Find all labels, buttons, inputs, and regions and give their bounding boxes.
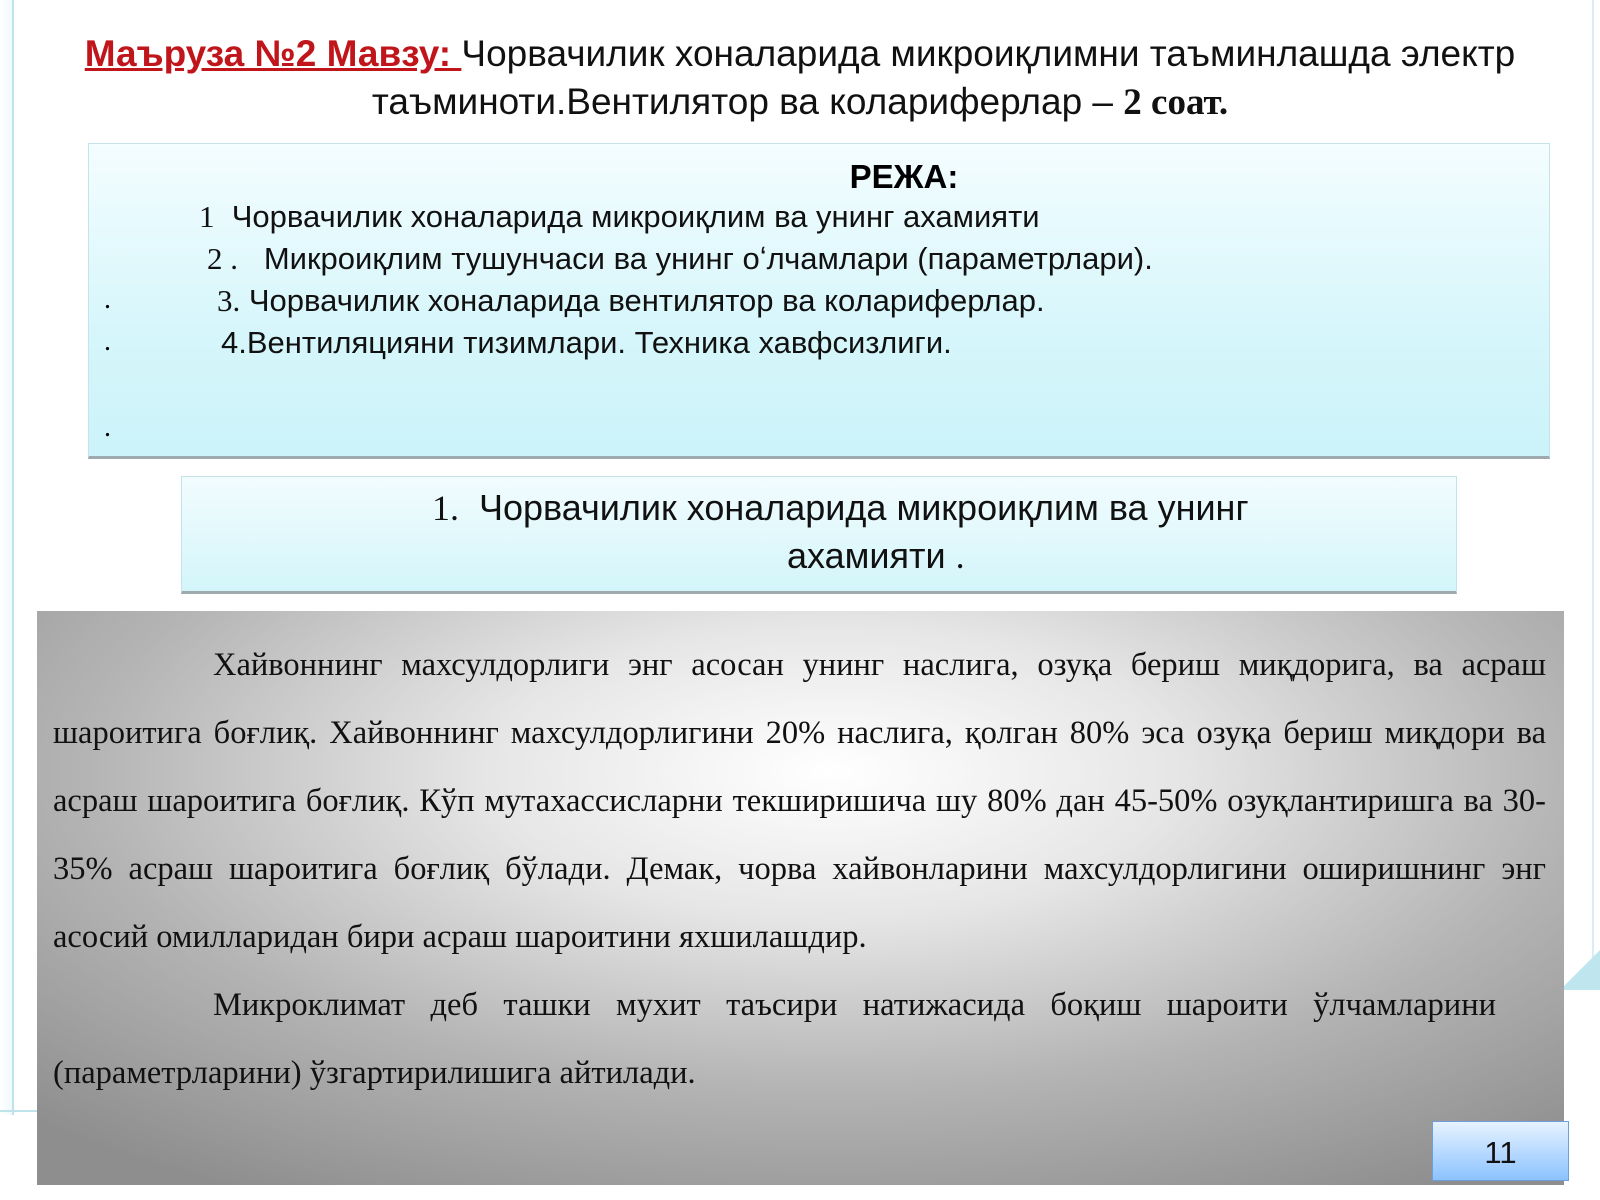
body-text-box — [37, 611, 1564, 1185]
plan-item-text: Чорвачилик хоналарида микроиқлим ва унинг ахамияти — [231, 199, 1040, 234]
plan-item-text: Микроиқлим тушунчаси ва унинг оʻлчамлари (параметрлари). — [263, 241, 1153, 276]
page-number: 11 — [1432, 1121, 1569, 1181]
plan-dot: . — [104, 284, 111, 315]
section-heading-box — [181, 476, 1457, 594]
section-title-end: . — [955, 536, 965, 576]
plan-dot: . — [104, 326, 111, 357]
plan-dot: . — [104, 412, 111, 443]
plan-item-number: 2 . — [207, 241, 238, 276]
body-paragraph-2: Микроклимат деб ташки мухит таъсири натижасида боқиш шароити ўлчамларини (параметрларини) ўзгартирилишига айтилади. — [53, 987, 1496, 1091]
plan-item-1 — [199, 199, 1040, 235]
plan-heading: РЕЖА: — [849, 158, 959, 195]
plan-item-number: 3. — [217, 283, 241, 318]
plan-item-4 — [221, 325, 952, 361]
plan-item-text: Чорвачилик хоналарида вентилятор ва колариферлар. — [248, 283, 1045, 318]
plan-item-text: Вентиляцияни тизимлари. Техника хавфсизлиги. — [246, 325, 952, 360]
section-number: 1. — [432, 488, 459, 528]
slide-frame-bottom — [0, 1110, 40, 1112]
lecture-hours: 2 соат. — [1123, 82, 1229, 123]
section-heading-line-1 — [432, 487, 1249, 529]
plan-item-number: 1 — [199, 199, 215, 234]
slide-frame-corner — [1560, 950, 1600, 990]
plan-box — [88, 143, 1550, 459]
body-paragraph-1: Хайвоннинг махсулдорлиги энг асосан унинг наслига, озуқа бериш миқдорига, ва асраш шароитига боғлиқ. Хайвоннинг махсулдорлигини 20% наслига, қолган 80% эса озуқа бериш миқдори ва асраш шароитига боғлиқ. Кўп мутахассисларни текширишича шу 80% дан 45-50% озуқлантиришга ва 30-35% асраш шароитига боғлиқ бўлади. Демак, чорва хайвонларини махсулдорлигини оширишнинг энг асосий омилларидан бири асраш шароитини яхшилашдир. — [53, 647, 1546, 955]
plan-item-number: 4. — [221, 325, 247, 360]
slide-frame-left — [0, 0, 14, 1115]
section-title-part2: ахамияти — [787, 535, 946, 576]
plan-item-2 — [207, 241, 1153, 277]
plan-item-3 — [217, 283, 1045, 319]
section-title-part1: Чорвачилик хоналарида микроиқлим ва унинг — [479, 487, 1249, 528]
slide-title — [60, 30, 1540, 127]
section-heading-line-2 — [787, 535, 965, 577]
slide-frame-right — [1592, 0, 1600, 960]
lecture-label: Маъруза №2 Мавзу: — [84, 33, 462, 74]
lecture-topic: Чорвачилик хоналарида микроиқлимни таъминлашда электр таъминоти.Вентилятор ва колариферлар – — [371, 33, 1516, 122]
